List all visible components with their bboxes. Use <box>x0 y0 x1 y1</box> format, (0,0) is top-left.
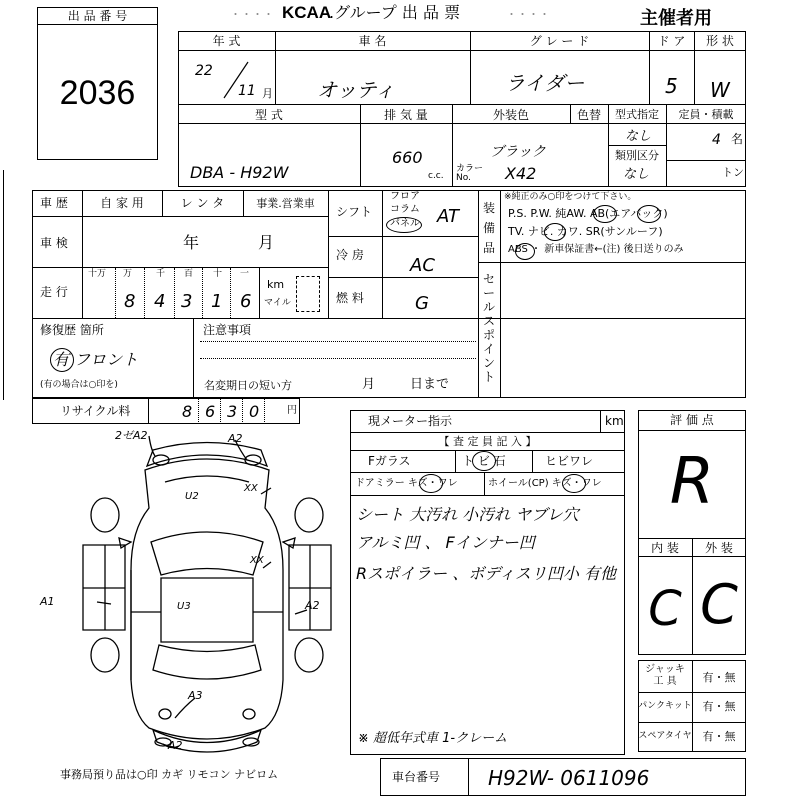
fuel-label: 燃 料 <box>336 291 364 305</box>
equipment-line-1: P.S. P.W. 純AW. AB(エアバック) <box>508 207 668 220</box>
category-value: なし <box>623 167 650 182</box>
inspector-note-1: シート 大汚れ 小汚れ ヤブレ穴 <box>356 505 579 524</box>
fuel-value: G <box>415 293 429 314</box>
digit-header-100: 百 <box>184 269 194 279</box>
equip-circle-navi <box>544 223 566 241</box>
type-cert-header: 型式指定 <box>615 108 659 121</box>
digit-header-100k: 十万 <box>88 269 107 279</box>
digit-header-1: 一 <box>240 269 250 279</box>
inspector-note-2: アルミ凹 、 Fインナー凹 <box>356 533 535 552</box>
recycle-label: リサイクル料 <box>60 404 131 418</box>
type-cert-value: なし <box>625 129 652 144</box>
glass-chip-circle <box>472 451 496 471</box>
shift-column: コラム <box>390 204 420 215</box>
repair-note: (有の場合は○印を) <box>40 380 118 390</box>
brand-logo: KCAA <box>282 3 332 22</box>
lot-number: 2036 <box>59 74 136 112</box>
mirror-circle <box>419 474 443 493</box>
mileage-digit-10k: 8 <box>124 291 136 312</box>
mileage-km-unit: km <box>267 278 285 291</box>
color-change-header: 色替 <box>576 108 601 122</box>
cc-unit: c.c. <box>428 171 444 181</box>
tools-spare-label: スペアタイヤ <box>638 731 692 741</box>
mileage-label: 走 行 <box>40 285 68 299</box>
model-header: 型 式 <box>255 108 283 122</box>
color-no-label: カラー No. <box>456 164 484 183</box>
diagram-mark-left: A1 <box>40 595 55 608</box>
mileage-mile-unit: マイル <box>264 298 291 308</box>
car-name-value: オッティ <box>317 78 395 102</box>
inspector-footer: ※ 超低年式車 1-クレーム <box>358 731 508 746</box>
diagram-mark-roof: U3 <box>177 601 191 612</box>
shift-floor: フロア <box>390 191 420 202</box>
model-value: DBA - H92W <box>190 163 289 182</box>
inspector-note-3: Rスポイラー 、ボディスリ凹小 有他 <box>356 564 617 583</box>
repair-label: 修復歴 箇所 <box>40 323 104 337</box>
history-label: 車 歴 <box>40 196 68 210</box>
capacity-value: 4 <box>712 132 721 148</box>
diagram-mark-hood: U2 <box>185 491 199 502</box>
office-items: 事務局預り品は○印 カギ リモコン ナビロム <box>60 768 279 781</box>
recycle-digit-3: 3 <box>227 402 238 421</box>
car-name-header: 車 名 <box>358 34 387 48</box>
grade-header: グ レ ー ド <box>529 34 590 48</box>
caution-label: 注意事項 <box>203 323 252 337</box>
diagram-mark-front-left: 2ゼA2 <box>115 429 148 442</box>
capacity-header: 定員・積載 <box>678 108 734 121</box>
equip-circle-ab <box>637 205 661 223</box>
chassis-value: H92W- 0611096 <box>488 766 650 790</box>
meter-label: 現メーター指示 <box>368 414 453 428</box>
category-header: 類別区分 <box>615 149 659 162</box>
digit-header-10k: 万 <box>123 269 133 279</box>
name-change-month: 月 <box>362 377 376 392</box>
equipment-note: ※純正のみ○印をつけて下さい。 <box>504 192 637 202</box>
equip-circle-abs <box>515 243 535 260</box>
recycle-yen: 円 <box>287 405 297 416</box>
shift-label: シフト <box>336 205 373 219</box>
chassis-label: 車台番号 <box>392 770 441 784</box>
wheel-label: ホイール(CP) キズ・ワレ <box>488 478 602 489</box>
glass-crack: ヒビワレ <box>545 454 594 468</box>
grade-label: 評 価 点 <box>670 413 714 427</box>
tools-puncture-label: パンクキット <box>638 701 692 711</box>
color-value: ブラック <box>490 144 546 160</box>
name-change-label: 名変期日の短い方 <box>204 379 292 392</box>
wheel-circle <box>562 474 586 493</box>
load-unit: トン <box>722 166 744 179</box>
meter-unit: km <box>605 414 624 428</box>
repair-value: 有 フロント <box>53 350 139 369</box>
mileage-digit-1: 6 <box>240 291 252 312</box>
diagram-mark-front-right: A2 <box>228 432 243 445</box>
recycle-digit-2: 6 <box>205 402 216 421</box>
inspector-title: 【 査 定 員 記 入 】 <box>438 435 537 448</box>
inspection-year: 年 <box>183 233 200 252</box>
repair-circle <box>50 348 74 372</box>
equip-circle-aw <box>593 205 617 223</box>
inspection-month: 月 <box>258 233 275 252</box>
doors-header: ド ア <box>657 34 686 48</box>
shift-circle <box>386 217 422 233</box>
equipment-line-3: ABS ・ 新車保証書←(注) 後日送りのみ <box>508 244 684 255</box>
year-header: 年 式 <box>212 34 241 48</box>
color-header: 外装色 <box>492 108 529 122</box>
displacement-value: 660 <box>392 148 423 167</box>
diagram-mark-right: A2 <box>305 599 320 612</box>
mileage-digit-10: 1 <box>211 291 223 312</box>
equipment-line-2: TV. ナビ. カワ. SR(サンルーフ) <box>508 225 663 238</box>
interior-grade: C <box>648 581 682 637</box>
history-rental: レ ン タ <box>180 196 225 210</box>
glass-label: Fガラス <box>368 454 411 468</box>
ac-value: AC <box>410 255 435 276</box>
header-dots: ・・・・ <box>230 8 274 21</box>
shape-value: W <box>710 78 730 102</box>
tools-jack-label: ジャッキ 工 具 <box>645 664 685 687</box>
exterior-label: 外 装 <box>705 541 733 555</box>
role-label: 主催者用 <box>640 8 712 29</box>
history-private: 自 家 用 <box>100 196 144 210</box>
month-value: 11 <box>238 83 256 99</box>
exterior-grade: C <box>700 573 738 636</box>
ac-label: 冷 房 <box>336 248 364 262</box>
interior-label: 内 装 <box>651 541 679 555</box>
displacement-header: 排 気 量 <box>384 108 428 122</box>
diagram-mark-rear-bumper: A2 <box>168 739 183 752</box>
tools-spare-value: 有・無 <box>702 730 736 743</box>
recycle-digit-4: 0 <box>249 402 260 421</box>
capacity-unit: 名 <box>731 132 744 146</box>
year-value: 22 <box>195 63 213 79</box>
name-change-day: 日まで <box>410 377 450 392</box>
shift-panel: パネル <box>390 218 420 229</box>
diagram-mark-right-front: XX <box>244 483 258 494</box>
diagram-mark-rear: A3 <box>188 689 203 702</box>
diagram-mark-right-door: XX <box>250 555 264 566</box>
sale-points-label: セールスポイント <box>483 272 496 384</box>
tools-jack-value: 有・無 <box>702 671 736 684</box>
mirror-label: ドアミラー キズ・ワレ <box>355 478 458 489</box>
shape-header: 形 状 <box>706 34 734 48</box>
month-unit: 月 <box>262 87 273 100</box>
inspection-label: 車 検 <box>40 236 68 250</box>
doors-value: 5 <box>665 74 678 98</box>
equipment-label: 装 備 品 <box>483 201 496 255</box>
digit-header-10: 十 <box>213 269 223 279</box>
recycle-digit-1: 8 <box>182 402 193 421</box>
shift-value: AT <box>437 206 459 227</box>
mile-checkbox <box>296 276 320 312</box>
tools-puncture-value: 有・無 <box>702 700 736 713</box>
grade-score: R <box>669 445 715 519</box>
grade-value: ライダー <box>505 71 585 95</box>
lot-number-label: 出 品 番 号 <box>67 9 128 23</box>
color-no-value: X42 <box>505 164 537 183</box>
history-business: 事業.営業車 <box>256 197 315 210</box>
digit-header-1k: 千 <box>156 269 166 279</box>
mileage-digit-1k: 4 <box>154 291 166 312</box>
glass-chip: ト ビ 石 <box>462 454 506 468</box>
car-diagram <box>75 430 340 760</box>
mileage-digit-100: 3 <box>181 291 193 312</box>
header-title: .グループ 出 品 票 <box>329 3 461 22</box>
